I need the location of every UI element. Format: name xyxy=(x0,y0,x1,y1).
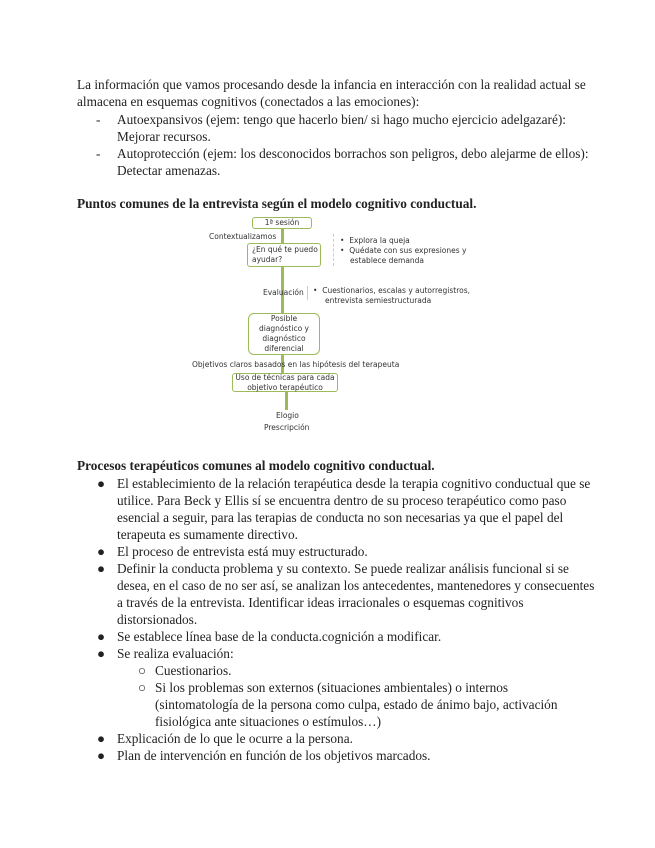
label-evaluation: Evaluación xyxy=(263,288,304,297)
box-label: ¿En qué te puedo xyxy=(252,245,318,254)
label-contextualize: Contextualizamos xyxy=(209,232,277,241)
bullet-marker: ● xyxy=(97,748,106,763)
bullet-marker: ● xyxy=(97,646,106,661)
box-label: Uso de técnicas para cada xyxy=(235,372,335,382)
box-techniques xyxy=(232,373,338,392)
bullet-item-line: terapeuta es sumamente directivo. xyxy=(117,527,298,542)
dash-marker: - xyxy=(96,112,101,127)
connector xyxy=(285,392,288,410)
bullet-item-line: Definir la conducta problema y su contexto. Se puede realizar análisis funcional si se xyxy=(117,561,569,576)
box-label: Posible xyxy=(270,314,298,323)
note: • Quédate con sus expresiones y xyxy=(340,246,467,255)
bullet-marker: ● xyxy=(97,731,106,746)
box-diagnosis xyxy=(248,313,320,355)
note: • Explora la queja xyxy=(340,236,410,245)
box-label: 1ª sesión xyxy=(264,218,300,227)
note: entrevista semiestructurada xyxy=(325,296,432,305)
list-item: Autoprotección (ejem: los desconocidos borrachos son peligros, debo alejarme de ellos): xyxy=(117,146,589,161)
box-label: objetivo terapéutico xyxy=(247,382,323,392)
bullet-item-line: Plan de intervención en función de los objetivos marcados. xyxy=(117,748,431,763)
connector xyxy=(281,229,284,243)
bullet-item-line: esencial a seguir, para las terapias de conducta no son necesarias ya que el papel del xyxy=(117,510,564,525)
section-heading: Procesos terapéuticos comunes al modelo cognitivo conductual. xyxy=(77,458,435,473)
box-label: ayudar? xyxy=(252,255,283,264)
list-item: Detectar amenazas. xyxy=(117,163,221,178)
divider xyxy=(333,234,334,266)
bullet-marker: ● xyxy=(97,629,106,644)
bullet-item-line: Cuestionarios. xyxy=(155,663,232,678)
dash-marker: - xyxy=(96,146,101,161)
box-label: diagnóstico y xyxy=(258,324,309,333)
bullet-item-line: El proceso de entrevista está muy estructurado. xyxy=(117,544,368,559)
box-question xyxy=(247,243,321,267)
divider xyxy=(307,286,308,300)
bullet-marker: ● xyxy=(97,476,106,491)
bullet-item-line: utilice. Para Beck y Ellis sí se encuentra dentro de su proceso terapéutico como paso xyxy=(117,493,567,508)
bullet-item-line: Si los problemas son externos (situaciones ambientales) o internos xyxy=(155,680,509,695)
list-item: Autoexpansivos (ejem: tengo que hacerlo bien/ si hago mucho ejercicio adelgazaré): xyxy=(117,112,566,127)
bullet-item-line: Explicación de lo que le ocurre a la persona. xyxy=(117,731,353,746)
intro-line: La información que vamos procesando desde la infancia en interacción con la realidad actual se xyxy=(77,77,586,92)
bullet-item-line: (sintomatología de la persona como culpa, estado de ánimo bajo, activación xyxy=(155,697,558,712)
bullet-marker: ● xyxy=(97,561,106,576)
label-end: Prescripción xyxy=(264,423,310,432)
bullet-item-line: fisiológica ante situaciones o estímulos…) xyxy=(155,714,382,729)
bullet-item-line: Se establece línea base de la conducta.cognición a modificar. xyxy=(117,629,442,644)
bullet-item-line: a través de la entrevista. Identificar ideas irracionales o esquemas cognitivos xyxy=(117,595,524,610)
section-heading: Puntos comunes de la entrevista según el modelo cognitivo conductual. xyxy=(77,196,477,211)
note: • Cuestionarios, escalas y autorregistros, xyxy=(313,286,470,295)
bullet-item-line: desea, en el caso de no ser así, se analizan los antecedentes, mantenedores y consecuentes xyxy=(117,578,595,593)
intro-line: almacena en esquemas cognitivos (conectados a las emociones): xyxy=(77,94,420,109)
box-label: diagnóstico xyxy=(262,334,306,343)
bullet-marker: ● xyxy=(97,544,106,559)
bullet-item-line: El establecimiento de la relación terapéutica desde la terapia cognitivo conductual que se xyxy=(117,476,591,491)
list-item: Mejorar recursos. xyxy=(117,129,211,144)
label-objectives: Objetivos claros basados en las hipótesis del terapeuta xyxy=(192,360,400,369)
bullet-item-line: Se realiza evaluación: xyxy=(117,646,234,661)
note: establece demanda xyxy=(350,256,425,265)
bullet-item-line: distorsionados. xyxy=(117,612,198,627)
box-first-session xyxy=(252,217,312,229)
bullet-marker: ○ xyxy=(138,663,147,678)
bullet-marker: ○ xyxy=(138,680,147,695)
label-end: Elogio xyxy=(276,411,299,420)
box-label: diferencial xyxy=(264,344,304,353)
